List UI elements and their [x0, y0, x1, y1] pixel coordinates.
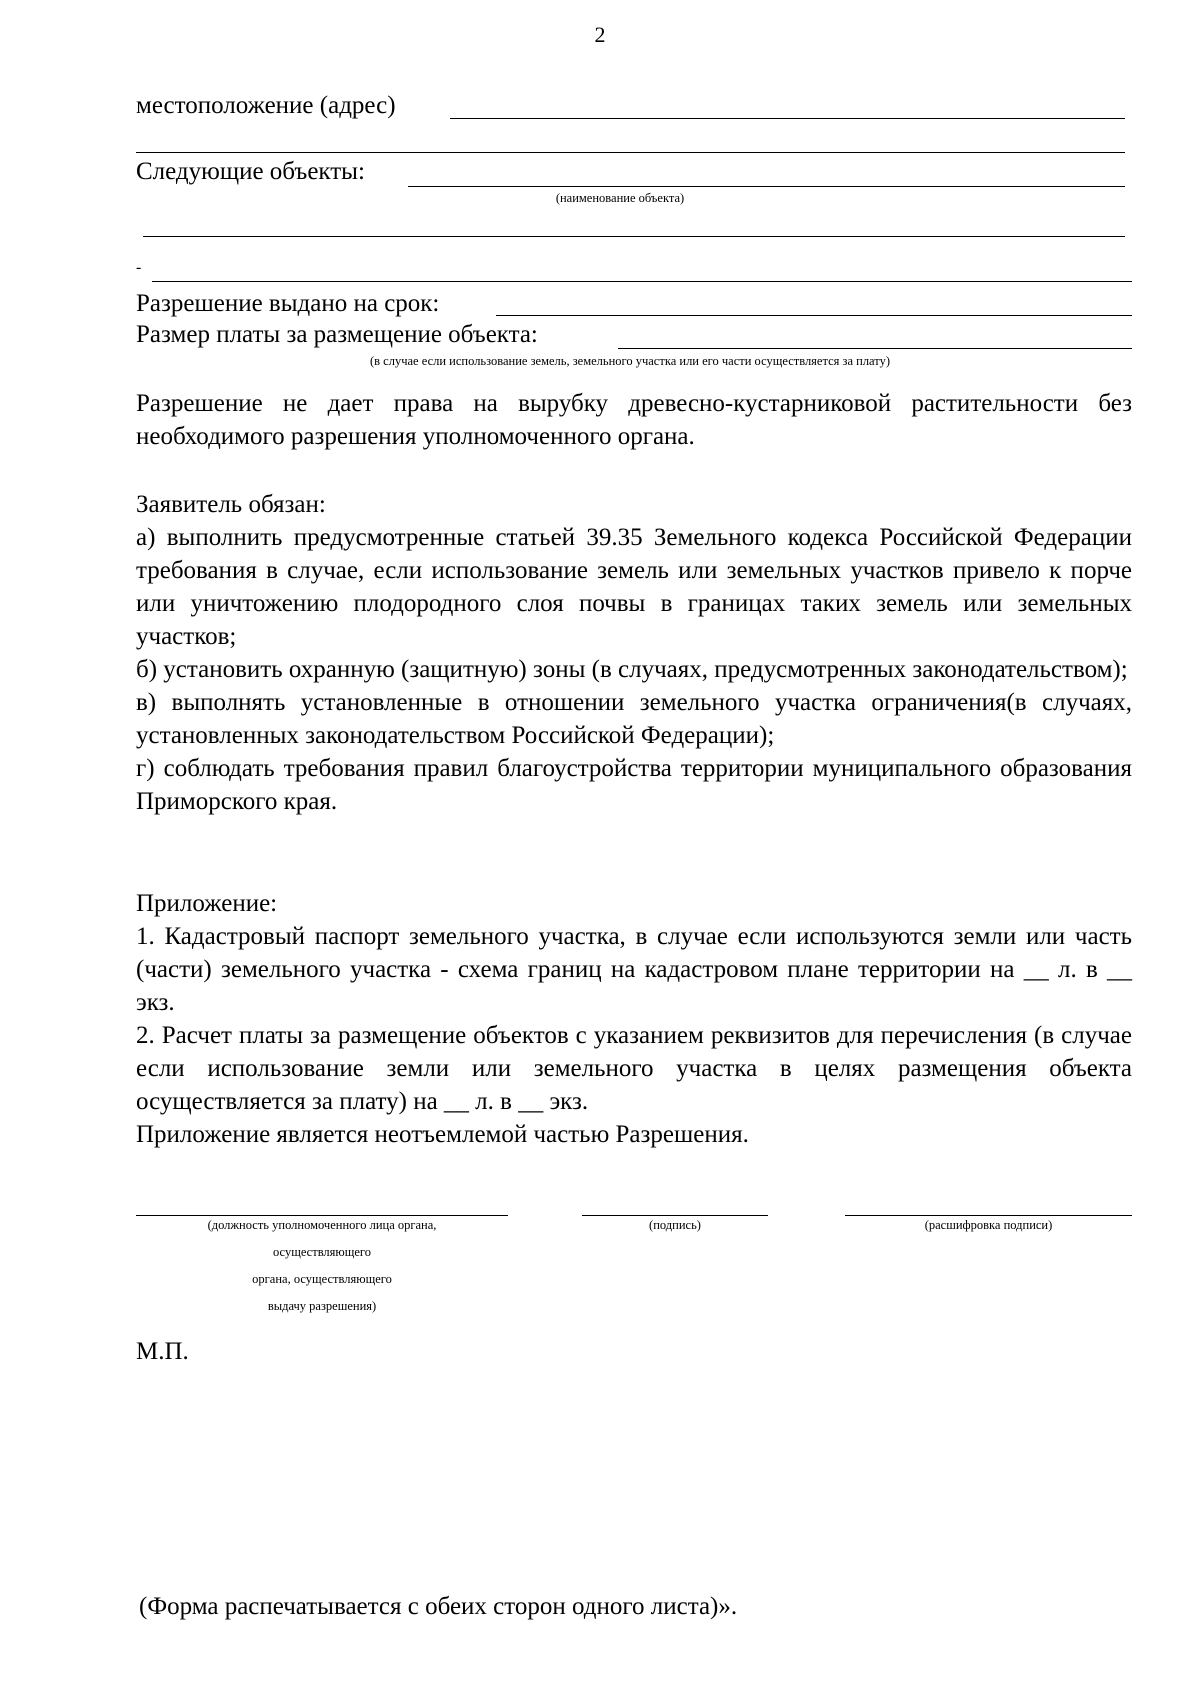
position-caption-line: осуществляющего [273, 1245, 371, 1259]
objects-field-line-2 [143, 236, 1125, 237]
page-number: 2 [594, 22, 606, 47]
objects-caption: (наименование объекта) [555, 191, 685, 205]
position-caption-line: выдачу разрешения) [267, 1299, 377, 1313]
fee-label: Размер платы за размещение объекта: [136, 321, 538, 348]
location-label: местоположение (адрес) [136, 92, 396, 119]
stamp-label: М.П. [136, 1338, 189, 1365]
fee-caption: (в случае если использование земель, земельного участка или его части осуществляется за плату) [369, 354, 890, 368]
decoding-caption: (расшифровка подписи) [924, 1218, 1053, 1232]
term-field-line [496, 315, 1132, 316]
location-field-line-2 [136, 152, 1125, 153]
fee-field-line [618, 348, 1132, 349]
term-label: Разрешение выдано на срок: [136, 290, 440, 317]
obligation-item-c: в) выполнять установленные в отношении земельного участка ограничения(в случаях, установленных законодательством Российской Федерации); [136, 689, 1132, 749]
position-caption [136, 1212, 508, 1320]
notice-paragraph [136, 387, 1132, 453]
obligations-section [136, 488, 1132, 818]
appendix-section [136, 887, 1132, 1151]
obligations-heading: Заявитель обязан: [136, 491, 326, 518]
objects-label: Следующие объекты: [136, 158, 365, 185]
objects-field-line-3 [152, 281, 1132, 282]
obligation-item-d: г) соблюдать требования правил благоустройства территории муниципального образования Приморского края. [136, 755, 1132, 815]
signature-caption: (подпись) [649, 1218, 701, 1232]
obligation-item-a: а) выполнить предусмотренные статьей 39.35 Земельного кодекса Российской Федерации требования в случае, если использование земель или земельных участков привело к порче или уничтожению плодородного слоя почвы в границах таких земель или земельных участков; [136, 524, 1132, 650]
appendix-heading: Приложение: [136, 890, 278, 917]
appendix-item-2: 2. Расчет платы за размещение объектов с указанием реквизитов для перечисления (в случае если использование земли или земельного участка в целях размещения объекта осуществляется за плату) на __ л. в __ экз. [136, 1022, 1132, 1115]
position-caption-line: органа, осуществляющего [252, 1272, 392, 1286]
obligation-item-b: б) установить охранную (защитную) зоны (в случаях, предусмотренных законодательством); [136, 656, 1128, 683]
appendix-item-1: 1. Кадастровый паспорт земельного участка, в случае если используются земли или часть (части) земельного участка - схема границ на кадастровом плане территории на __ л. в __ экз. [136, 923, 1132, 1016]
objects-field-line [408, 186, 1125, 187]
position-caption-line: (должность уполномоченного лица органа, [207, 1218, 437, 1232]
appendix-closing: Приложение является неотъемлемой частью Разрешения. [136, 1121, 749, 1148]
footer-note: (Форма распечатывается с обеих сторон одного листа)». [139, 1593, 738, 1620]
notice-text: Разрешение не дает права на вырубку древесно-кустарниковой растительности без необходимого разрешения уполномоченного органа. [136, 390, 1132, 450]
location-field-line [450, 118, 1125, 119]
dash-mark: - [136, 259, 142, 276]
